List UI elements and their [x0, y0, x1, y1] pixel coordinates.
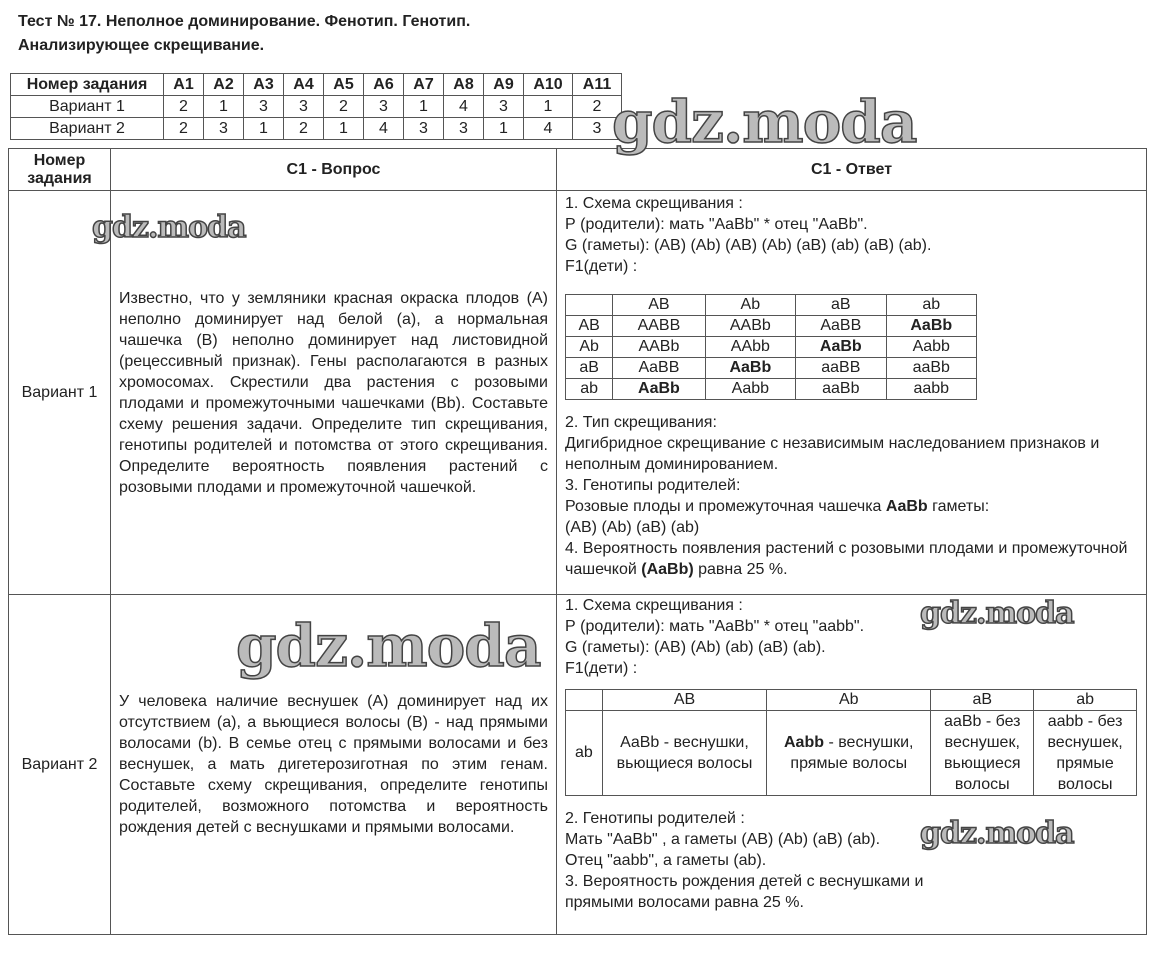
- genotype-cell: [1034, 711, 1137, 796]
- genotype: aaBb: [944, 713, 982, 730]
- genotype: aabb: [1047, 713, 1084, 730]
- table-cell: 4: [364, 118, 404, 140]
- table-cell: 4: [524, 118, 573, 140]
- phenotype: - без веснушек, вьющиеся волосы: [944, 713, 1021, 793]
- table-cell: 1: [524, 96, 573, 118]
- answer-line: (AB) (Ab) (aB) (ab): [565, 519, 700, 536]
- genotype-cell: AaBb: [886, 316, 976, 337]
- table-cell: 3: [244, 96, 284, 118]
- table-cell: 2: [324, 96, 364, 118]
- table-cell: 1: [404, 96, 444, 118]
- table-cell: 3: [284, 96, 324, 118]
- header-cell: A1: [164, 74, 204, 96]
- genotype: Aabb: [784, 734, 824, 751]
- variant-2-row: [9, 595, 1147, 935]
- header-cell: A9: [484, 74, 524, 96]
- gamete-header: [566, 690, 603, 711]
- question-text: Известно, что у земляники красная окраска плодов (А) неполно доминирует над белой (а), а нормальная чашечка (В) неполно доминирует над листовидной (рецессивный признак). Гены располагаются в разных хромосомах. Скрестили два растения с розовыми плодами и промежуточными чашечками (Bb). Составьте схему решения задачи. Определите тип скрещивания, генотипы родителей и потомства от этого скрещивания. Определите вероятность появления растений с розовыми плодами и промежуточной чашечкой.: [111, 191, 557, 595]
- table-cell: 3: [484, 96, 524, 118]
- answer-line: 2. Генотипы родителей :: [565, 810, 745, 827]
- gamete-header: ab: [886, 295, 976, 316]
- answer-line: F1(дети) :: [565, 660, 638, 677]
- genotype-cell: aaBB: [796, 358, 886, 379]
- table-cell: 3: [444, 118, 484, 140]
- answers-table: [10, 73, 622, 140]
- genotype-cell: aabb: [886, 379, 976, 400]
- table-cell: 2: [164, 96, 204, 118]
- genotype-cell: aaBb: [796, 379, 886, 400]
- table-row: [11, 96, 622, 118]
- table-cell: 2: [164, 118, 204, 140]
- table-row: [11, 118, 622, 140]
- table-cell: 2: [573, 96, 622, 118]
- watermark-logo: gdz.moda: [920, 596, 1074, 631]
- answer-line: Р (родители): мать "AaBb" * отец "aabb".: [565, 618, 865, 635]
- genotype-cell: AABb: [613, 337, 705, 358]
- gamete-header: AB: [613, 295, 705, 316]
- watermark-logo: gdz.moda: [92, 210, 246, 245]
- header-cell: A4: [284, 74, 324, 96]
- title-line-2: Анализирующее скрещивание.: [18, 37, 265, 54]
- text: гаметы:: [927, 498, 990, 515]
- punnett-square: [565, 689, 1137, 796]
- text: Розовые плоды и промежуточная чашечка: [565, 498, 886, 515]
- answer-line: 1. Схема скрещивания :: [565, 195, 743, 212]
- gamete-header: ab: [566, 379, 613, 400]
- title-line-1: Тест № 17. Неполное доминирование. Фенотип. Генотип.: [18, 13, 471, 30]
- genotype-cell: aaBb: [886, 358, 976, 379]
- phenotype: - веснушки, прямые волосы: [790, 734, 914, 772]
- genotype-cell: AAbb: [705, 337, 795, 358]
- answer-line: 3. Генотипы родителей:: [565, 477, 741, 494]
- answer-line: Дигибридное скрещивание с независимым наследованием признаков и неполным доминированием.: [565, 435, 1100, 473]
- variant-label: Вариант 2: [9, 595, 111, 935]
- watermark-logo: gdz.moda: [236, 612, 541, 680]
- header-cell: A7: [404, 74, 444, 96]
- answer-line: Мать "AaBb" , а гаметы (AB) (Ab) (aB) (ab).: [565, 831, 881, 848]
- header-cell: Номер задания: [9, 149, 111, 191]
- answer-line: G (гаметы): (AB) (Ab) (ab) (aB) (ab).: [565, 639, 826, 656]
- variant-1-row: [9, 191, 1147, 595]
- table-cell: 3: [364, 96, 404, 118]
- gamete-header: aB: [566, 358, 613, 379]
- gamete-header: ab: [566, 711, 603, 796]
- genotype-cell: [602, 711, 766, 796]
- genotype-cell: AaBb: [796, 337, 886, 358]
- text: 4. Вероятность появления растений с розовыми плодами и промежуточной чашечкой: [565, 540, 1128, 578]
- watermark-logo: gdz.moda: [612, 88, 917, 156]
- genotype: (AaBb): [641, 561, 694, 578]
- answer-line: 2. Тип скрещивания:: [565, 414, 717, 431]
- page-title: [18, 10, 470, 58]
- table-cell: 2: [284, 118, 324, 140]
- variant-label: Вариант 1: [9, 191, 111, 595]
- answer-cell: [557, 595, 1147, 935]
- header-cell: С1 - Вопрос: [111, 149, 557, 191]
- table-cell: 1: [484, 118, 524, 140]
- answer-line: [565, 538, 1138, 580]
- answer-line: Р (родители): мать "AaBb" * отец "AaBb".: [565, 216, 868, 233]
- table-cell: 3: [573, 118, 622, 140]
- header-cell: A3: [244, 74, 284, 96]
- gamete-header: AB: [602, 690, 766, 711]
- header-cell: A10: [524, 74, 573, 96]
- genotype-cell: AABB: [613, 316, 705, 337]
- punnett-header-row: [566, 690, 1137, 711]
- answer-line: F1(дети) :: [565, 258, 638, 275]
- punnett-header-row: [566, 295, 977, 316]
- genotype: AaBb: [620, 734, 660, 751]
- punnett-row: [566, 379, 977, 400]
- genotype-cell: AaBB: [613, 358, 705, 379]
- table-header-row: [9, 149, 1147, 191]
- answer-line: 1. Схема скрещивания :: [565, 597, 743, 614]
- header-cell: A11: [573, 74, 622, 96]
- punnett-row: [566, 337, 977, 358]
- genotype: AaBb: [885, 498, 928, 515]
- genotype-cell: AaBb: [613, 379, 705, 400]
- genotype-cell: [767, 711, 931, 796]
- punnett-square: [565, 294, 977, 400]
- phenotype: - веснушки, вьющиеся волосы: [616, 734, 753, 772]
- table-cell: Вариант 1: [11, 96, 164, 118]
- punnett-row: [566, 316, 977, 337]
- answer-line: G (гаметы): (AB) (Ab) (AB) (Ab) (aB) (ab) (aB) (ab).: [565, 237, 932, 254]
- text: равна 25 %.: [693, 561, 788, 578]
- table-cell: 1: [244, 118, 284, 140]
- header-cell: С1 - Ответ: [557, 149, 1147, 191]
- gamete-header: [566, 295, 613, 316]
- punnett-row: [566, 358, 977, 379]
- table-cell: Вариант 2: [11, 118, 164, 140]
- table-cell: 1: [324, 118, 364, 140]
- watermark-logo: gdz.moda: [920, 816, 1074, 851]
- genotype-cell: Aabb: [886, 337, 976, 358]
- task-table: [8, 148, 1147, 935]
- answer-line: Отец "aabb", а гаметы (ab).: [565, 852, 767, 869]
- header-cell: A5: [324, 74, 364, 96]
- genotype-cell: AABb: [705, 316, 795, 337]
- phenotype: - без веснушек, прямые волосы: [1047, 713, 1123, 793]
- gamete-header: Ab: [767, 690, 931, 711]
- table-cell: 1: [204, 96, 244, 118]
- header-cell: Номер задания: [11, 74, 164, 96]
- genotype-cell: Aabb: [705, 379, 795, 400]
- answer-cell: [557, 191, 1147, 595]
- table-cell: 3: [204, 118, 244, 140]
- gamete-header: AB: [566, 316, 613, 337]
- answer-line: [565, 496, 1138, 517]
- gamete-header: aB: [796, 295, 886, 316]
- answer-line: 3. Вероятность рождения детей с веснушками и прямыми волосами равна 25 %.: [565, 873, 924, 911]
- gamete-header: aB: [931, 690, 1034, 711]
- header-cell: A6: [364, 74, 404, 96]
- genotype-cell: [931, 711, 1034, 796]
- table-header-row: [11, 74, 622, 96]
- header-cell: A2: [204, 74, 244, 96]
- gamete-header: Ab: [705, 295, 795, 316]
- genotype-cell: AaBB: [796, 316, 886, 337]
- question-text: У человека наличие веснушек (А) доминирует над их отсутствием (а), а вьющиеся волосы (В) - над прямыми волосами (b). В семье отец с прямыми волосами и без веснушек, а мать дигетерозиготная по этим генам. Составьте схему скрещивания, определите генотипы родителей, возможного потомства и вероятность рождения детей с веснушками и прямыми волосами.: [111, 595, 557, 935]
- gamete-header: Ab: [566, 337, 613, 358]
- table-cell: 3: [404, 118, 444, 140]
- table-cell: 4: [444, 96, 484, 118]
- gamete-header: ab: [1034, 690, 1137, 711]
- genotype-cell: AaBb: [705, 358, 795, 379]
- header-cell: A8: [444, 74, 484, 96]
- punnett-row: [566, 711, 1137, 796]
